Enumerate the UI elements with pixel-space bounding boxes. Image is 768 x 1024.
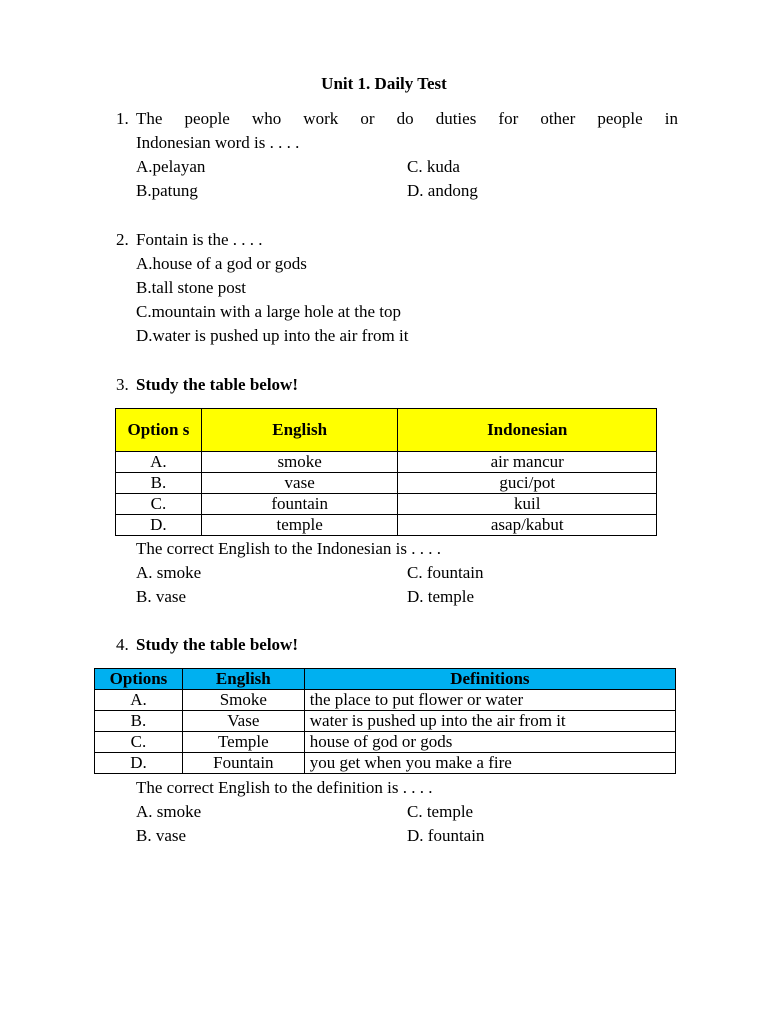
q4-table <box>94 668 676 774</box>
table-cell: fountain <box>201 494 398 515</box>
table-row <box>116 515 657 536</box>
table-row <box>116 494 657 515</box>
table-cell: asap/kabut <box>398 515 657 536</box>
q3-option-a: A. smoke <box>136 563 202 582</box>
table-cell: the place to put flower or water <box>304 690 675 711</box>
q1-text-line1: The people who work or do duties for other people in <box>136 109 678 128</box>
table-cell: D. <box>95 753 183 774</box>
table-row <box>116 473 657 494</box>
table-cell: C. <box>95 732 183 753</box>
q1-text-line2: Indonesian word is . . . . <box>136 133 300 152</box>
table-cell: Temple <box>182 732 304 753</box>
table-cell: Vase <box>182 711 304 732</box>
table-cell: kuil <box>398 494 657 515</box>
q4-table-header-options: Options <box>95 669 183 690</box>
table-cell: C. <box>116 494 202 515</box>
table-row <box>95 753 676 774</box>
q2-text: Fontain is the . . . . <box>136 230 263 249</box>
table-cell: smoke <box>201 452 398 473</box>
q2-option-c: C.mountain with a large hole at the top <box>136 302 402 321</box>
q4-table-header-english: English <box>182 669 304 690</box>
q3-question: The correct English to the Indonesian is . . . . <box>136 539 441 558</box>
q3-option-d: D. temple <box>407 587 475 606</box>
q3-table-header-english: English <box>201 409 398 452</box>
q3-table-header-row <box>116 409 657 452</box>
table-cell: Fountain <box>182 753 304 774</box>
table-cell: water is pushed up into the air from it <box>304 711 675 732</box>
q4-option-b: B. vase <box>136 826 187 845</box>
q4-option-d: D. fountain <box>407 826 485 845</box>
table-cell: house of god or gods <box>304 732 675 753</box>
q2-option-d: D.water is pushed up into the air from it <box>136 326 409 345</box>
q1-option-c: C. kuda <box>407 157 460 176</box>
q3-table-header-options: Option s <box>116 409 202 452</box>
q3-option-b: B. vase <box>136 587 187 606</box>
q2-number: 2. <box>116 230 129 249</box>
q4-option-a: A. smoke <box>136 802 202 821</box>
table-cell: Smoke <box>182 690 304 711</box>
q1-option-d: D. andong <box>407 181 478 200</box>
table-cell: B. <box>116 473 202 494</box>
q1-option-b: B.patung <box>136 181 198 200</box>
table-row <box>95 690 676 711</box>
q2-option-b: B.tall stone post <box>136 278 247 297</box>
q4-option-c: C. temple <box>407 802 474 821</box>
table-row <box>116 452 657 473</box>
table-row <box>95 732 676 753</box>
table-cell: A. <box>95 690 183 711</box>
q3-number: 3. <box>116 375 129 394</box>
q1-option-a: A.pelayan <box>136 157 206 176</box>
q3-text: Study the table below! <box>136 375 298 394</box>
table-cell: guci/pot <box>398 473 657 494</box>
table-row <box>95 711 676 732</box>
q4-question: The correct English to the definition is . . . . <box>136 778 433 797</box>
q3-option-c: C. fountain <box>407 563 484 582</box>
q3-table <box>115 408 657 536</box>
table-cell: A. <box>116 452 202 473</box>
q4-table-header-definitions: Definitions <box>304 669 675 690</box>
table-cell: B. <box>95 711 183 732</box>
page-title: Unit 1. Daily Test <box>321 74 447 93</box>
q4-table-header-row <box>95 669 676 690</box>
table-cell: you get when you make a fire <box>304 753 675 774</box>
q2-option-a: A.house of a god or gods <box>136 254 307 273</box>
table-cell: D. <box>116 515 202 536</box>
table-cell: air mancur <box>398 452 657 473</box>
table-cell: temple <box>201 515 398 536</box>
q4-text: Study the table below! <box>136 635 298 654</box>
table-cell: vase <box>201 473 398 494</box>
q1-number: 1. <box>116 109 129 128</box>
q3-table-header-indonesian: Indonesian <box>398 409 657 452</box>
q4-number: 4. <box>116 635 129 654</box>
